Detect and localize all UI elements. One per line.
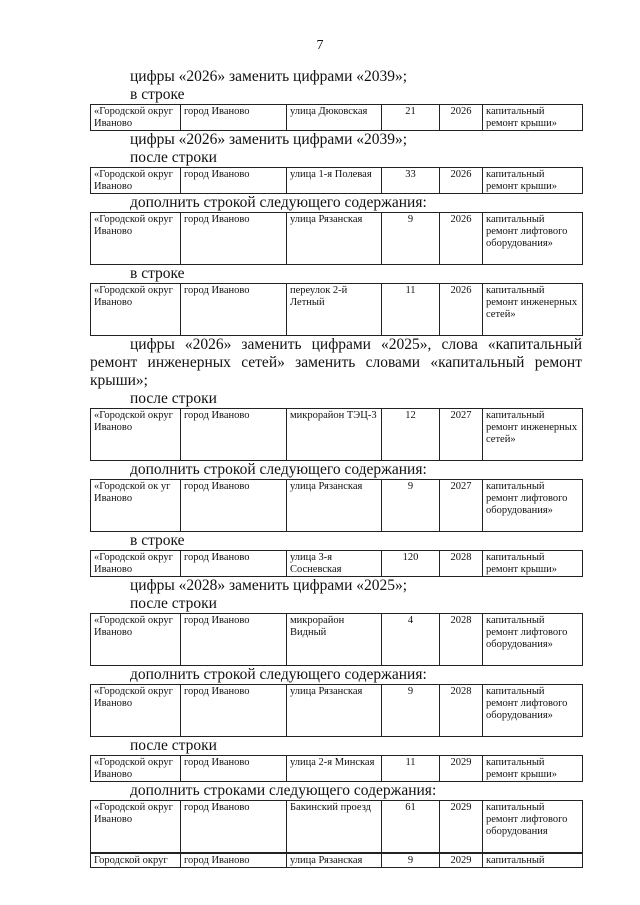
- municipality-cell: «Городской округ Иваново: [91, 168, 181, 194]
- address-cell: улица 2-я Минская: [287, 756, 382, 782]
- instruction-text: после строки: [130, 390, 217, 407]
- year-cell: 2026: [440, 284, 483, 336]
- instruction-text: после строки: [130, 737, 217, 754]
- municipality-cell: «Городской округ Иваново: [91, 801, 181, 853]
- year-cell: 2027: [440, 480, 483, 532]
- instruction-text: цифры «2026» заменить цифрами «2039»;: [130, 131, 408, 148]
- locality-cell: город Иваново: [181, 284, 287, 336]
- house-number-cell: 12: [382, 409, 440, 461]
- work-type-cell: капитальный ремонт крыши»: [483, 551, 583, 577]
- table-row: [90, 104, 583, 131]
- locality-cell: город Иваново: [181, 480, 287, 532]
- instruction-text: в строке: [130, 532, 185, 549]
- table-row: [90, 800, 583, 853]
- house-number-cell: 120: [382, 551, 440, 577]
- year-cell: 2026: [440, 168, 483, 194]
- table-row: [90, 283, 583, 336]
- address-cell: улица Рязанская: [287, 480, 382, 532]
- locality-cell: город Иваново: [181, 756, 287, 782]
- work-type-cell: капитальный ремонт крыши»: [483, 756, 583, 782]
- table-row: [90, 550, 583, 577]
- work-type-cell: капитальный ремонт инженерных сетей»: [483, 284, 583, 336]
- work-type-cell: капитальный ремонт лифтового оборудования»: [483, 685, 583, 737]
- address-cell: улица Рязанская: [287, 685, 382, 737]
- locality-cell: город Иваново: [181, 801, 287, 853]
- house-number-cell: 9: [382, 213, 440, 265]
- table-row: [90, 853, 583, 868]
- year-cell: 2029: [440, 756, 483, 782]
- instruction-text: в строке: [130, 265, 185, 282]
- municipality-cell: «Городской округ Иваново: [91, 614, 181, 666]
- locality-cell: город Иваново: [181, 213, 287, 265]
- work-type-cell: капитальный ремонт лифтового оборудования»: [483, 213, 583, 265]
- address-cell: улица Рязанская: [287, 213, 382, 265]
- work-type-cell: капитальный ремонт инженерных сетей»: [483, 409, 583, 461]
- house-number-cell: 11: [382, 756, 440, 782]
- year-cell: 2028: [440, 685, 483, 737]
- house-number-cell: 9: [382, 685, 440, 737]
- house-number-cell: 33: [382, 168, 440, 194]
- instruction-text: цифры «2026» заменить цифрами «2025», слова «капитальный ремонт инженерных сетей» заменить словами «капитальный ремонт крыши»;: [90, 336, 582, 389]
- year-cell: 2028: [440, 614, 483, 666]
- address-cell: улица 1-я Полевая: [287, 168, 382, 194]
- address-cell: улица Рязанская: [287, 854, 382, 868]
- year-cell: 2027: [440, 409, 483, 461]
- municipality-cell: «Городской округ Иваново: [91, 213, 181, 265]
- year-cell: 2029: [440, 801, 483, 853]
- table-row: [90, 479, 583, 532]
- instruction-text: цифры «2026» заменить цифрами «2039»;: [130, 68, 408, 85]
- municipality-cell: «Городской округ Иваново: [91, 409, 181, 461]
- locality-cell: город Иваново: [181, 168, 287, 194]
- locality-cell: город Иваново: [181, 614, 287, 666]
- house-number-cell: 11: [382, 284, 440, 336]
- locality-cell: город Иваново: [181, 854, 287, 868]
- instruction-text: дополнить строкой следующего содержания:: [130, 194, 427, 211]
- address-cell: переулок 2-й Летный: [287, 284, 382, 336]
- house-number-cell: 61: [382, 801, 440, 853]
- table-row: [90, 613, 583, 666]
- instruction-text: цифры «2028» заменить цифрами «2025»;: [130, 577, 408, 594]
- instruction-text: дополнить строкой следующего содержания:: [130, 461, 427, 478]
- municipality-cell: «Городской округ Иваново: [91, 685, 181, 737]
- municipality-cell: «Городской округ Иваново: [91, 105, 181, 131]
- table-row: [90, 684, 583, 737]
- municipality-cell: «Городской ок уг Иваново: [91, 480, 181, 532]
- municipality-cell: Городской округ: [91, 854, 181, 868]
- year-cell: 2028: [440, 551, 483, 577]
- table-row: [90, 212, 583, 265]
- locality-cell: город Иваново: [181, 551, 287, 577]
- table-row: [90, 167, 583, 194]
- year-cell: 2029: [440, 854, 483, 868]
- instruction-text: после строки: [130, 149, 217, 166]
- address-cell: Бакинский проезд: [287, 801, 382, 853]
- address-cell: улица Дюковская: [287, 105, 382, 131]
- address-cell: микрорайон ТЭЦ-3: [287, 409, 382, 461]
- municipality-cell: «Городской округ Иваново: [91, 284, 181, 336]
- house-number-cell: 21: [382, 105, 440, 131]
- instruction-text: дополнить строками следующего содержания:: [130, 782, 437, 799]
- page-number: 7: [316, 38, 324, 53]
- municipality-cell: «Городской округ Иваново: [91, 551, 181, 577]
- instruction-text: в строке: [130, 86, 185, 103]
- work-type-cell: капитальный: [483, 854, 583, 868]
- locality-cell: город Иваново: [181, 105, 287, 131]
- locality-cell: город Иваново: [181, 685, 287, 737]
- instruction-text: после строки: [130, 595, 217, 612]
- house-number-cell: 4: [382, 614, 440, 666]
- instruction-text: дополнить строкой следующего содержания:: [130, 666, 427, 683]
- address-cell: микрорайон Видный: [287, 614, 382, 666]
- work-type-cell: капитальный ремонт лифтового оборудования»: [483, 480, 583, 532]
- locality-cell: город Иваново: [181, 409, 287, 461]
- house-number-cell: 9: [382, 480, 440, 532]
- work-type-cell: капитальный ремонт лифтового оборудования: [483, 801, 583, 853]
- address-cell: улица 3-я Сосневская: [287, 551, 382, 577]
- house-number-cell: 9: [382, 854, 440, 868]
- work-type-cell: капитальный ремонт крыши»: [483, 168, 583, 194]
- document-body: [90, 68, 582, 868]
- year-cell: 2026: [440, 213, 483, 265]
- table-row: [90, 408, 583, 461]
- table-row: [90, 755, 583, 782]
- work-type-cell: капитальный ремонт лифтового оборудования»: [483, 614, 583, 666]
- municipality-cell: «Городской округ Иваново: [91, 756, 181, 782]
- work-type-cell: капитальный ремонт крыши»: [483, 105, 583, 131]
- year-cell: 2026: [440, 105, 483, 131]
